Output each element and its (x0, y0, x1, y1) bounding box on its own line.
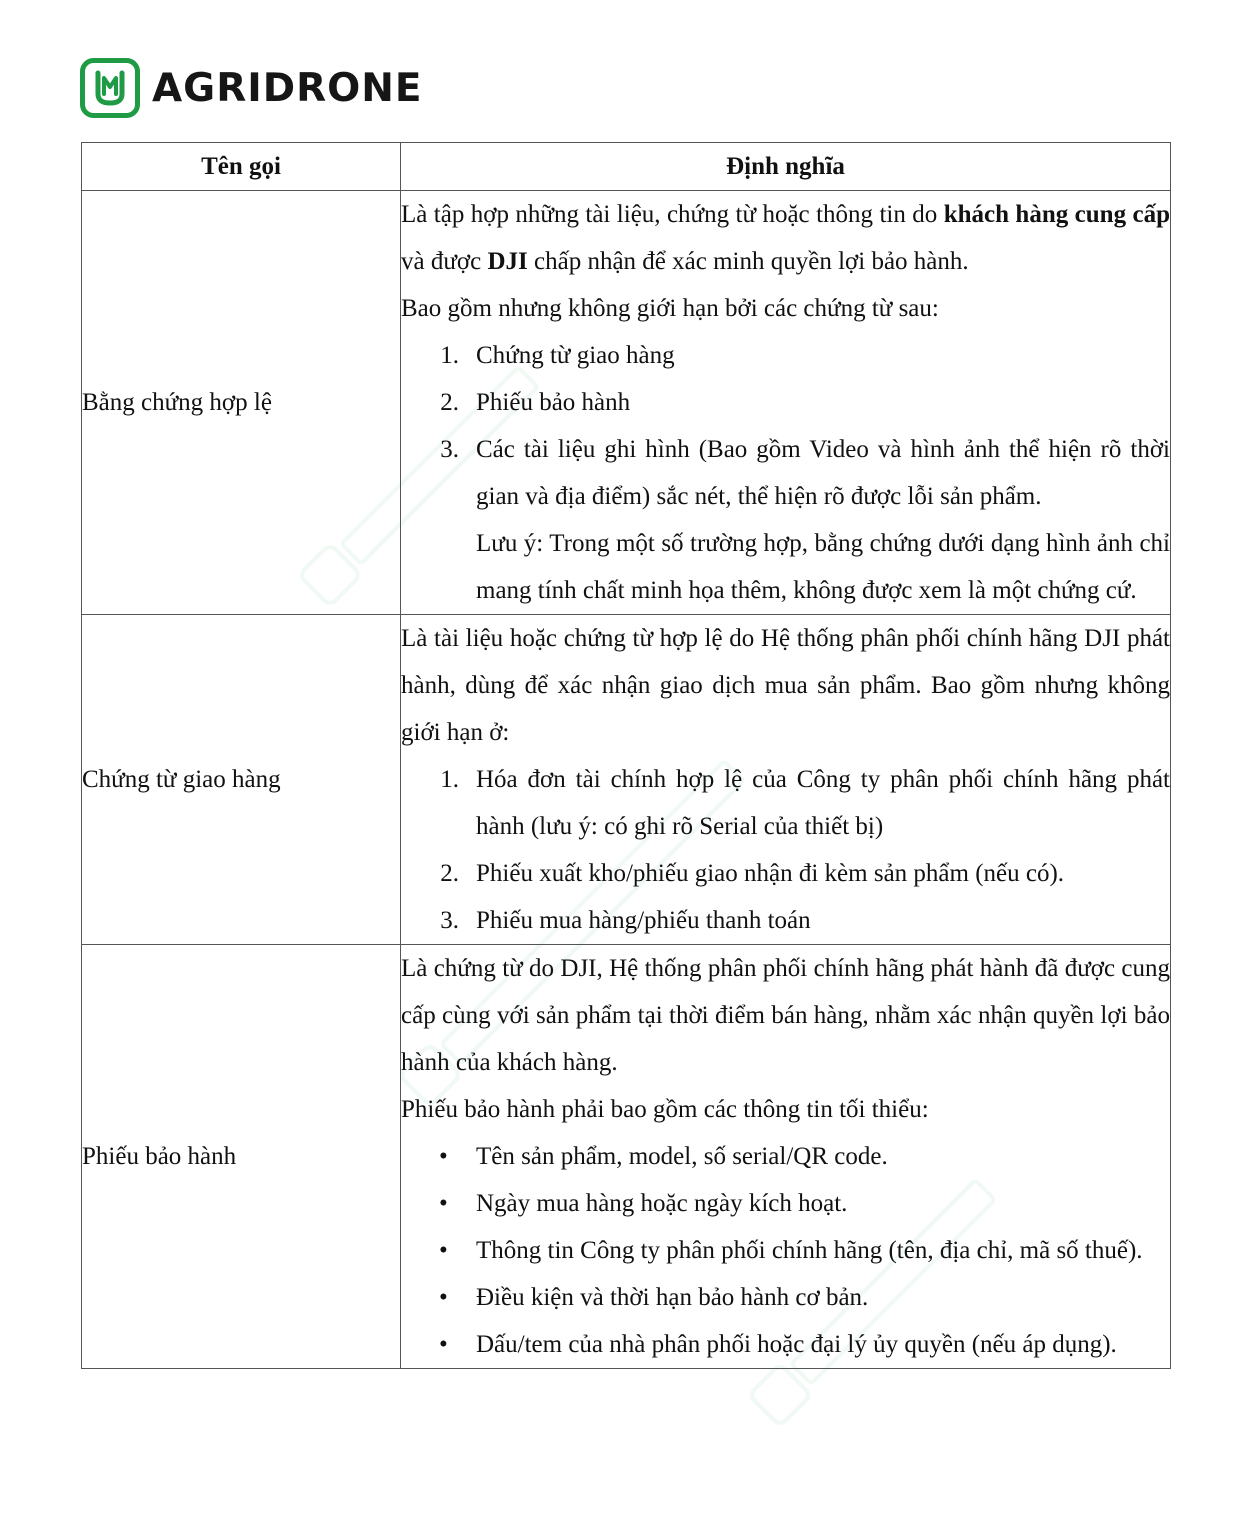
term-cell: Chứng từ giao hàng (82, 615, 401, 945)
term-cell: Phiếu bảo hành (82, 945, 401, 1369)
list-item-text: Chứng từ giao hàng (476, 342, 675, 369)
list-number: 3. (440, 436, 459, 463)
agridrone-logo-icon (80, 58, 140, 118)
definition-cell (401, 945, 1171, 1369)
list-item-text: Điều kiện và thời hạn bảo hành cơ bản. (476, 1284, 869, 1311)
list-item-text: Hóa đơn tài chính hợp lệ của Công ty phân phối chính hãng phát hành (lưu ý: có ghi rõ Serial của thiết bị) (476, 766, 1170, 840)
table-row (82, 191, 1171, 615)
bullet-icon: • (439, 1190, 448, 1217)
definition-intro-2: Bao gồm nhưng không giới hạn bởi các chứng từ sau: (401, 295, 939, 322)
list-item-text: Ngày mua hàng hoặc ngày kích hoạt. (476, 1190, 848, 1217)
list-item (401, 756, 1170, 850)
list-item-text: Tên sản phẩm, model, số serial/QR code. (476, 1143, 888, 1170)
brand-logo (80, 57, 423, 119)
table-row (82, 945, 1171, 1369)
list-item (401, 1274, 1170, 1321)
definition-intro-2: Phiếu bảo hành phải bao gồm các thông tin tối thiểu: (401, 1096, 929, 1123)
table-header-row (82, 143, 1171, 191)
bullet-icon: • (439, 1143, 448, 1170)
list-item (401, 850, 1170, 897)
definitions-table (81, 142, 1171, 1369)
intro-text: chấp nhận để xác minh quyền lợi bảo hành. (527, 248, 969, 275)
bullet-list (401, 1133, 1170, 1368)
list-item-text: Phiếu bảo hành (476, 389, 631, 416)
list-item-text: Dấu/tem của nhà phân phối hoặc đại lý ủy quyền (nếu áp dụng). (476, 1331, 1117, 1358)
definition-cell (401, 615, 1171, 945)
list-item (401, 332, 1170, 379)
list-number: 1. (440, 342, 459, 369)
intro-bold-text: khách hàng cung cấp (943, 201, 1171, 228)
brand-name: AGRIDRONE (152, 65, 423, 111)
bullet-icon: • (439, 1331, 448, 1358)
bullet-icon: • (439, 1284, 448, 1311)
list-number: 2. (440, 389, 459, 416)
definition-intro (401, 191, 1170, 285)
intro-bold-text: DJI (487, 248, 528, 275)
list-item-text: Phiếu mua hàng/phiếu thanh toán (476, 907, 811, 934)
list-item (401, 1180, 1170, 1227)
header-definition: Định nghĩa (401, 143, 1171, 191)
numbered-list (401, 756, 1170, 944)
list-item-text: Phiếu xuất kho/phiếu giao nhận đi kèm sản phẩm (nếu có). (476, 860, 1065, 887)
list-item (401, 1133, 1170, 1180)
definition-cell (401, 191, 1171, 615)
note-text: Lưu ý: Trong một số trường hợp, bằng chứng dưới dạng hình ảnh chỉ mang tính chất minh họa thêm, không được xem là một chứng cứ. (476, 530, 1170, 604)
list-item (401, 379, 1170, 426)
definition-intro: Là chứng từ do DJI, Hệ thống phân phối chính hãng phát hành đã được cung cấp cùng với sản phẩm tại thời điểm bán hàng, nhằm xác nhận quyền lợi bảo hành của khách hàng. (401, 955, 1170, 1076)
header-term: Tên gọi (82, 143, 401, 191)
term-cell: Bằng chứng hợp lệ (82, 191, 401, 615)
intro-text: và được (401, 248, 488, 275)
list-item-text: Thông tin Công ty phân phối chính hãng (tên, địa chỉ, mã số thuế). (476, 1237, 1143, 1264)
intro-text: Là tập hợp những tài liệu, chứng từ hoặc thông tin do (401, 201, 944, 228)
list-number: 2. (440, 860, 459, 887)
bullet-icon: • (439, 1237, 448, 1264)
list-item (401, 1321, 1170, 1368)
numbered-list (401, 332, 1170, 520)
table-row (82, 615, 1171, 945)
list-item (401, 897, 1170, 944)
definition-intro: Là tài liệu hoặc chứng từ hợp lệ do Hệ thống phân phối chính hãng DJI phát hành, dùng để xác nhận giao dịch mua sản phẩm. Bao gồm nhưng không giới hạn ở: (401, 625, 1170, 746)
list-number: 3. (440, 907, 459, 934)
list-number: 1. (440, 766, 459, 793)
list-item (401, 426, 1170, 520)
list-item-text: Các tài liệu ghi hình (Bao gồm Video và hình ảnh thể hiện rõ thời gian và địa điểm) sắc nét, thể hiện rõ được lỗi sản phẩm. (476, 436, 1170, 510)
list-item (401, 1227, 1170, 1274)
